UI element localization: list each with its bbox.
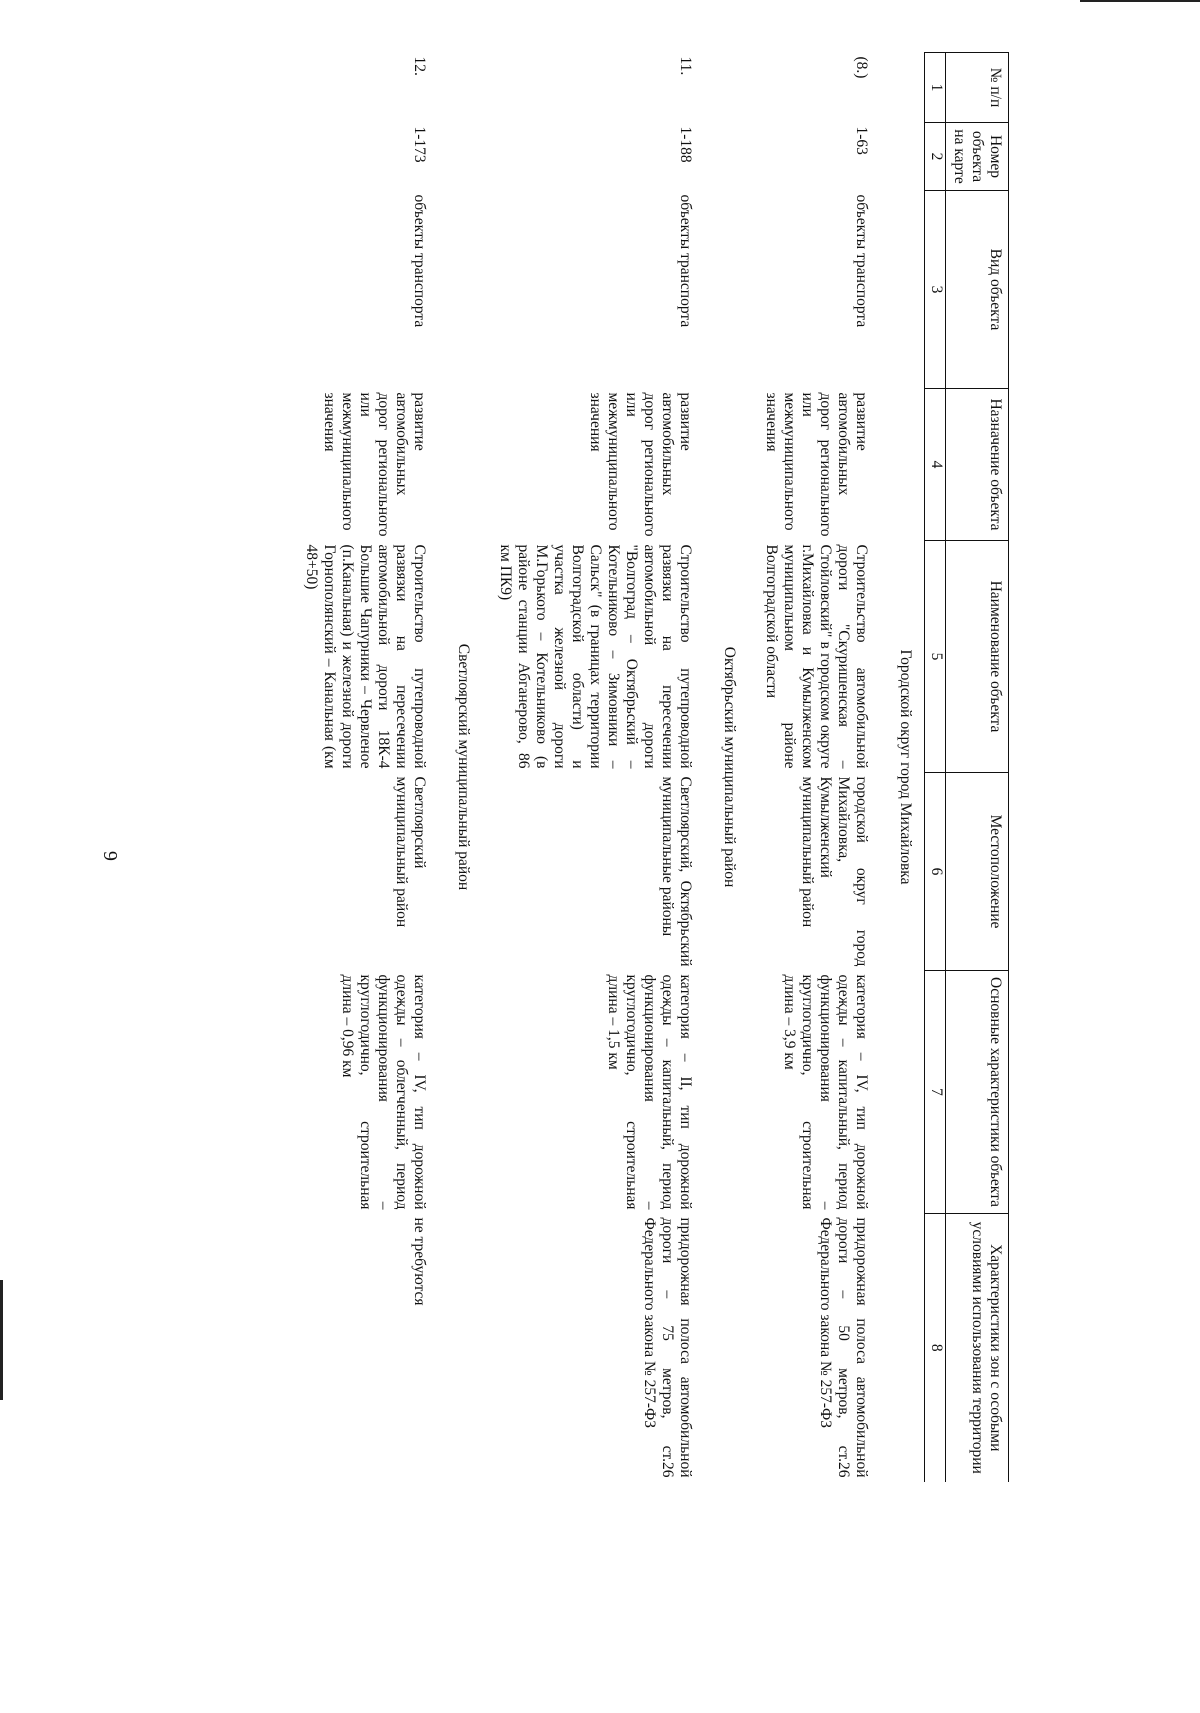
spacer-cell <box>440 1482 482 1708</box>
row-number: (8.) <box>853 56 870 79</box>
header-zones: Характеристики зон с особыми условиями использования территории <box>946 1214 1009 1482</box>
section-heading-row <box>882 53 925 1708</box>
section-title: Октябрьский муниципальный район <box>721 646 738 888</box>
object-location: Светлоярский, Октябрьский муниципальные районы <box>659 776 694 967</box>
object-kind: объекты транспорта <box>853 194 870 328</box>
rotated-table-container <box>0 52 1009 1707</box>
zone-characteristics: не требуются <box>411 1217 428 1306</box>
object-name: Строительство путепроводной развязки на пересечении автомобильной дороги "Волгоград – Октябрьский – Котельниково – Зимовники – Сальск" (в границах территории Волгоградской области) и участка железной дороги М.Горького – Котельниково (в районе станции Абганерово, 86 км ПК9) <box>497 544 694 769</box>
spacer-cell <box>882 1482 925 1708</box>
header-num: № п/п <box>946 53 1009 123</box>
object-characteristics: категория – IV, тип дорожной одежды – капитальный, период функционирования – круглогодично, строительная длина – 3,9 км <box>781 974 870 1210</box>
map-number: 1-63 <box>853 126 870 155</box>
object-name: Строительство путепроводной развязки на пересечении автомобильной дороги 18К-4 Большие Чапурники – Червленое (п.Канальная) и железной дороги Горнополянский – Канальная (км 48+50) <box>303 544 428 769</box>
object-purpose: развитие автомобильных дорог регионального или межмуниципального значения <box>321 392 428 537</box>
table-row <box>748 53 882 1708</box>
column-number: 3 <box>925 191 946 389</box>
section-title: Светлоярский муниципальный район <box>455 643 472 891</box>
row-number: 11. <box>677 56 694 76</box>
map-number: 1-188 <box>677 126 694 163</box>
zone-characteristics: придорожная полоса автомобильной дороги – 50 метров, ст.26 Федерального закона № 257-ФЗ <box>817 1217 870 1478</box>
object-kind: объекты транспорта <box>677 194 694 328</box>
object-kind: объекты транспорта <box>411 194 428 328</box>
section-title: Городской округ город Михайловка <box>897 649 914 885</box>
page-number: 6 <box>100 851 122 861</box>
header-map-no: Номер объекта на карте <box>946 123 1009 191</box>
header-kind: Вид объекта <box>946 191 1009 389</box>
column-number: 8 <box>925 1214 946 1482</box>
object-location: городской округ город Михайловка, Кумылженский муниципальный район <box>799 776 870 967</box>
column-number: 2 <box>925 123 946 191</box>
object-location: Светлоярский муниципальный район <box>393 776 428 928</box>
column-number-row <box>925 53 946 1708</box>
object-purpose: развитие автомобильных дорог регионального или межмуниципального значения <box>763 392 870 537</box>
spacer-cell <box>482 1482 706 1708</box>
spacer-cell <box>706 1482 748 1708</box>
section-heading-row <box>706 53 748 1708</box>
row-number: 12. <box>411 56 428 76</box>
section-heading-row <box>440 53 482 1708</box>
table-row <box>288 53 440 1708</box>
map-number: 1-173 <box>411 126 428 163</box>
header-purpose: Назначение объекта <box>946 389 1009 541</box>
column-number: 1 <box>925 53 946 123</box>
object-purpose: развитие автомобильных дорог регионального или межмуниципального значения <box>587 392 694 537</box>
spacer-cell <box>946 1482 1009 1708</box>
column-number: 7 <box>925 971 946 1214</box>
spacer-cell <box>748 1482 882 1708</box>
column-number: 5 <box>925 541 946 773</box>
header-characteristics: Основные характеристики объекта <box>946 971 1009 1214</box>
scan-edge-mark <box>1080 0 1200 2</box>
spacer-cell <box>925 1482 946 1708</box>
object-characteristics: категория – IV, тип дорожной одежды – облегченный, период функционирования – круглогодично, строительная длина – 0,96 км <box>339 974 428 1210</box>
column-number: 6 <box>925 773 946 971</box>
object-characteristics: категория – II, тип дорожной одежды – капитальный, период функционирования – круглогодично, строительная длина – 1,5 км <box>605 974 694 1210</box>
planning-objects-table <box>288 52 1009 1708</box>
column-number: 4 <box>925 389 946 541</box>
table-row <box>482 53 706 1708</box>
object-name: Строительство автомобильной дороги "Скуришенская – Стойловский" в городском округе г.Михайловка и Кумылженском муниципальном районе Волгоградской области <box>763 544 870 769</box>
header-location: Местоположение <box>946 773 1009 971</box>
zone-characteristics: придорожная полоса автомобильной дороги – 75 метров, ст.26 Федерального закона № 257-ФЗ <box>641 1217 694 1478</box>
table-header-row <box>946 53 1009 1708</box>
spacer-cell <box>288 1482 440 1708</box>
header-name: Наименование объекта <box>946 541 1009 773</box>
